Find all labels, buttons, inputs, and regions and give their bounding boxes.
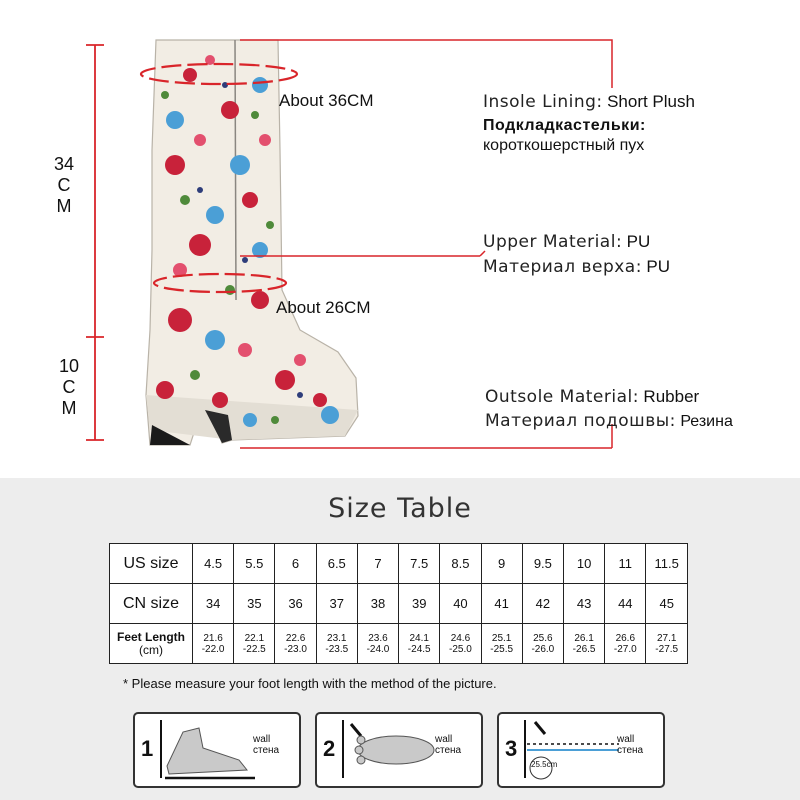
table-cell: 40 [440, 584, 481, 624]
table-cell: 43 [563, 584, 604, 624]
table-cell: 23.1 -23.5 [316, 624, 357, 664]
table-cell: 45 [646, 584, 688, 624]
ankle-circumference: About 26CM [276, 298, 371, 317]
table-cell: 23.6 -24.0 [357, 624, 398, 664]
table-cell: 9.5 [522, 544, 563, 584]
table-cell: 44 [605, 584, 646, 624]
table-cell: 21.6 -22.0 [193, 624, 234, 664]
table-cell: 8.5 [440, 544, 481, 584]
table-cell: 36 [275, 584, 316, 624]
step-number: 1 [141, 736, 154, 761]
table-cell: 5.5 [234, 544, 275, 584]
foot-side-icon [159, 718, 259, 782]
table-cell: 26.1 -26.5 [563, 624, 604, 664]
table-cell: 9 [481, 544, 522, 584]
table-cell: 27.1 -27.5 [646, 624, 688, 664]
measure-step-3 [497, 712, 665, 788]
table-cell: 25.6 -26.0 [522, 624, 563, 664]
wall-label: wall стена [617, 734, 644, 756]
row-header: CN size [110, 584, 193, 624]
shaft-height-label: 34 C M [53, 154, 75, 216]
wall-label: wall стена [253, 734, 280, 756]
table-cell: 11.5 [646, 544, 688, 584]
table-row-cn [110, 584, 688, 624]
table-cell: 37 [316, 584, 357, 624]
wall-label: wall стена [435, 734, 462, 756]
heel-height-label: 10 C M [58, 356, 80, 418]
step-number: 3 [505, 736, 518, 761]
foot-top-icon [341, 718, 441, 782]
height-dimension-lines [80, 40, 110, 445]
table-cell: 24.6 -25.0 [440, 624, 481, 664]
upper-spec-ru: Материал верха: PU [483, 257, 671, 277]
table-cell: 11 [605, 544, 646, 584]
table-row-feet-length [110, 624, 688, 664]
row-header: Feet Length (cm) [110, 624, 193, 664]
table-row-us [110, 544, 688, 584]
outsole-spec: Outsole Material: Rubber [485, 387, 700, 407]
insole-spec: Insole Lining: Short Plush [483, 92, 695, 112]
table-cell: 34 [193, 584, 234, 624]
measure-step-1 [133, 712, 301, 788]
table-cell: 42 [522, 584, 563, 624]
table-cell: 39 [399, 584, 440, 624]
table-cell: 10 [563, 544, 604, 584]
table-cell: 41 [481, 584, 522, 624]
insole-value-ru: короткошерстный пух [483, 137, 645, 154]
table-cell: 38 [357, 584, 398, 624]
size-table-title: Size Table [328, 493, 472, 524]
table-cell: 7 [357, 544, 398, 584]
ruler-reading: 25.5cm [531, 760, 558, 769]
table-cell: 4.5 [193, 544, 234, 584]
table-cell: 26.6 -27.0 [605, 624, 646, 664]
size-table [109, 543, 688, 664]
ruler-measure-icon [523, 718, 623, 782]
measure-step-2 [315, 712, 483, 788]
table-cell: 6.5 [316, 544, 357, 584]
table-cell: 24.1 -24.5 [399, 624, 440, 664]
table-cell: 22.6 -23.0 [275, 624, 316, 664]
outsole-spec-ru: Материал подошвы: Резина [485, 411, 733, 431]
row-header: US size [110, 544, 193, 584]
upper-spec: Upper Material: PU [483, 232, 651, 252]
calf-circumference: About 36CM [279, 91, 374, 110]
table-cell: 22.1 -22.5 [234, 624, 275, 664]
step-number: 2 [323, 736, 336, 761]
measure-note: * Please measure your foot length with the method of the picture. [123, 676, 497, 691]
table-cell: 25.1 -25.5 [481, 624, 522, 664]
insole-spec-ru: Подкладкастельки: [483, 117, 646, 134]
table-cell: 35 [234, 584, 275, 624]
table-cell: 6 [275, 544, 316, 584]
table-cell: 7.5 [399, 544, 440, 584]
